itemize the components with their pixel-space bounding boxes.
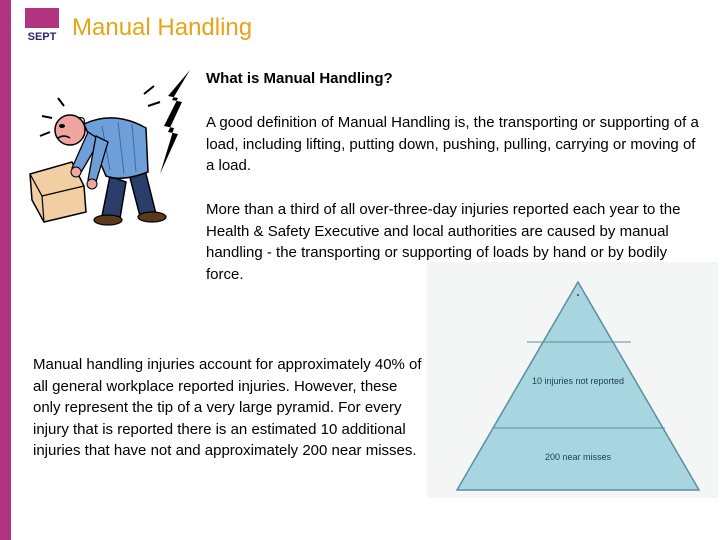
page-title: Manual Handling bbox=[72, 14, 253, 41]
svg-text:SEPT: SEPT bbox=[27, 31, 57, 42]
pyramid-explanation-paragraph: Manual handling injuries account for approximately 40% of all general workplace reported injuries. However, these only represent the tip of a very large pyramid. For every injury that is reported there is an estimated 10 additional injuries that have not and approximately 200 near misses. bbox=[33, 356, 422, 459]
pyramid-tier-label-bottom: 200 near misses bbox=[544, 452, 612, 462]
definition-paragraph: A good definition of Manual Handling is, the transporting or supporting of a load, including lifting, putting down, pushing, pulling, carrying or moving of a load. bbox=[206, 114, 699, 174]
accent-side-bar bbox=[0, 0, 11, 540]
statistics-paragraph: More than a third of all over-three-day injuries reported each year to the Health & Safety Executive and local authorities are caused by manual handling - the transporting or supporting of loads by hand or by bodily force. bbox=[206, 201, 681, 283]
section-heading: What is Manual Handling? bbox=[206, 70, 393, 87]
pyramid-apex-dot bbox=[577, 294, 579, 296]
back-pain-lifting-illustration bbox=[22, 66, 204, 236]
sept-logo-icon bbox=[25, 8, 59, 42]
pyramid-tier-label-middle: 10 injuries not reported bbox=[531, 376, 625, 386]
